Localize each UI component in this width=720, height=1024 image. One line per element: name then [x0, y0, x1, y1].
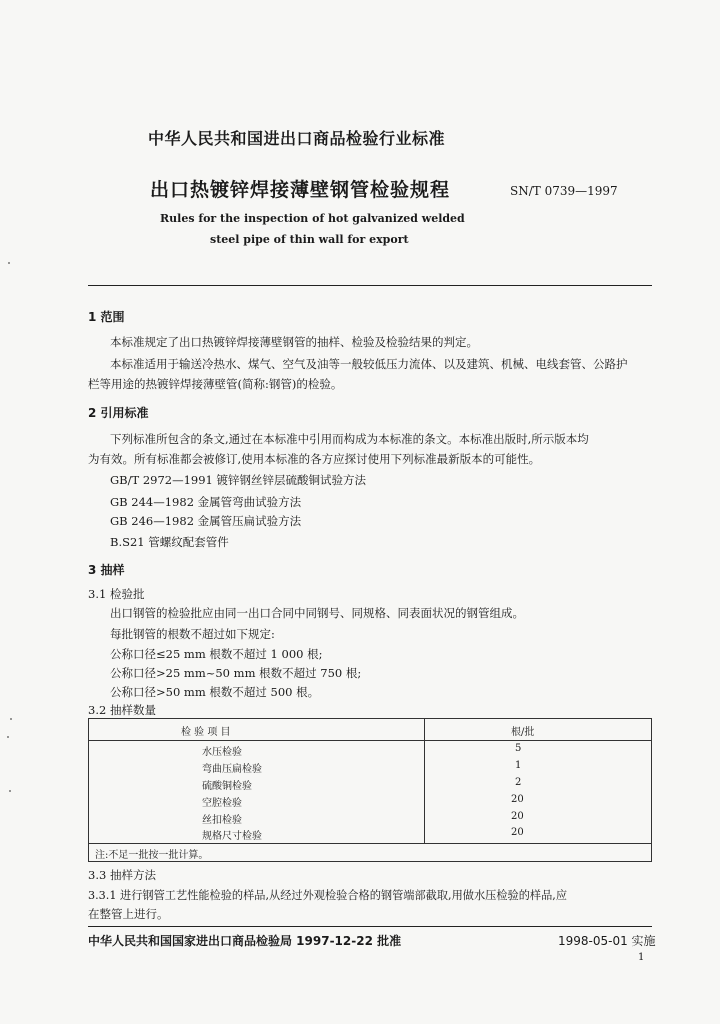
- section-3-heading: 3 抽样: [88, 563, 125, 577]
- table-cell-qty: 20: [511, 811, 524, 822]
- subsection-3-1-line: 出口钢管的检验批应由同一出口合同中同钢号、同规格、同表面状况的钢管组成。: [110, 606, 524, 620]
- section-2-heading: 2 引用标准: [88, 406, 149, 420]
- subsection-3-1-heading: 3.1 检验批: [88, 587, 145, 601]
- issuing-organization: 中华人民共和国进出口商品检验行业标准: [148, 129, 446, 148]
- table-cell-qty: 5: [515, 743, 522, 754]
- subsection-3-3-1-text: 在整管上进行。: [88, 907, 169, 921]
- table-cell-item: 水压检验: [202, 747, 242, 758]
- table-header-row: [89, 719, 651, 741]
- subsection-3-1-line: 公称口径>50 mm 根数不超过 500 根。: [110, 685, 320, 699]
- reference-item: B.S21 管螺纹配套管件: [110, 535, 229, 549]
- table-cell-item: 硫酸铜检验: [202, 781, 252, 792]
- scan-speck: [7, 736, 9, 738]
- section-1-paragraph: 本标准适用于输送冷热水、煤气、空气及油等一般较低压力流体、以及建筑、机械、电线套管、公路护: [110, 357, 628, 371]
- section-1-heading: 1 范围: [88, 310, 125, 324]
- footer-divider: [88, 926, 652, 927]
- scan-speck: [10, 718, 12, 720]
- table-cell-qty: 2: [515, 777, 522, 788]
- subsection-3-2-heading: 3.2 抽样数量: [88, 703, 156, 717]
- section-2-paragraph: 下列标准所包含的条文,通过在本标准中引用而构成为本标准的条文。本标准出版时,所示版本均: [110, 432, 589, 446]
- header-divider: [88, 285, 652, 286]
- subsection-3-3-heading: 3.3 抽样方法: [88, 868, 156, 882]
- table-note: 注:不足一批按一批计算。: [95, 850, 209, 861]
- table-header-qty: 根/批: [511, 727, 535, 738]
- table-cell-item: 规格尺寸检验: [202, 831, 262, 842]
- scan-speck: [8, 262, 10, 264]
- approval-line: 中华人民共和国国家进出口商品检验局 1997-12-22 批准: [88, 934, 402, 948]
- table-column-divider: [424, 719, 425, 843]
- subsection-3-3-1-text: 3.3.1 进行钢管工艺性能检验的样品,从经过外观检验合格的钢管端部截取,用做水压检验的样品,应: [88, 889, 568, 902]
- subsection-3-1-line: 公称口径>25 mm~50 mm 根数不超过 750 根;: [110, 666, 362, 680]
- table-cell-item: 弯曲压扁检验: [202, 764, 262, 775]
- document-title-zh: 出口热镀锌焊接薄壁钢管检验规程: [150, 179, 451, 201]
- section-1-paragraph: 栏等用途的热镀锌焊接薄壁管(简称:钢管)的检验。: [88, 377, 343, 391]
- table-note-divider: [89, 843, 651, 844]
- document-title-en-line2: steel pipe of thin wall for export: [210, 233, 409, 246]
- subsection-3-1-line: 公称口径≤25 mm 根数不超过 1 000 根;: [110, 647, 323, 661]
- scan-speck: [9, 790, 11, 792]
- standard-code: SN/T 0739—1997: [510, 184, 618, 198]
- table-cell-qty: 20: [511, 827, 524, 838]
- sampling-quantity-table: [88, 718, 652, 862]
- table-cell-qty: 20: [511, 794, 524, 805]
- reference-item: GB 246—1982 金属管压扁试验方法: [110, 514, 302, 528]
- reference-item: GB/T 2972—1991 镀锌钢丝锌层硫酸铜试验方法: [110, 473, 367, 487]
- effective-date: 1998-05-01 实施: [558, 934, 656, 948]
- page-number: 1: [638, 952, 645, 963]
- table-cell-item: 空腔检验: [202, 798, 242, 809]
- subsection-3-1-line: 每批钢管的根数不超过如下规定:: [110, 627, 275, 641]
- section-1-paragraph: 本标准规定了出口热镀锌焊接薄壁钢管的抽样、检验及检验结果的判定。: [110, 335, 478, 349]
- table-cell-item: 丝扣检验: [202, 815, 242, 826]
- document-title-en-line1: Rules for the inspection of hot galvanized welded: [160, 212, 465, 225]
- table-header-item: 检 验 项 目: [181, 727, 231, 738]
- reference-item: GB 244—1982 金属管弯曲试验方法: [110, 495, 302, 509]
- section-2-paragraph: 为有效。所有标准都会被修订,使用本标准的各方应探讨使用下列标准最新版本的可能性。: [88, 452, 541, 466]
- table-cell-qty: 1: [515, 760, 522, 771]
